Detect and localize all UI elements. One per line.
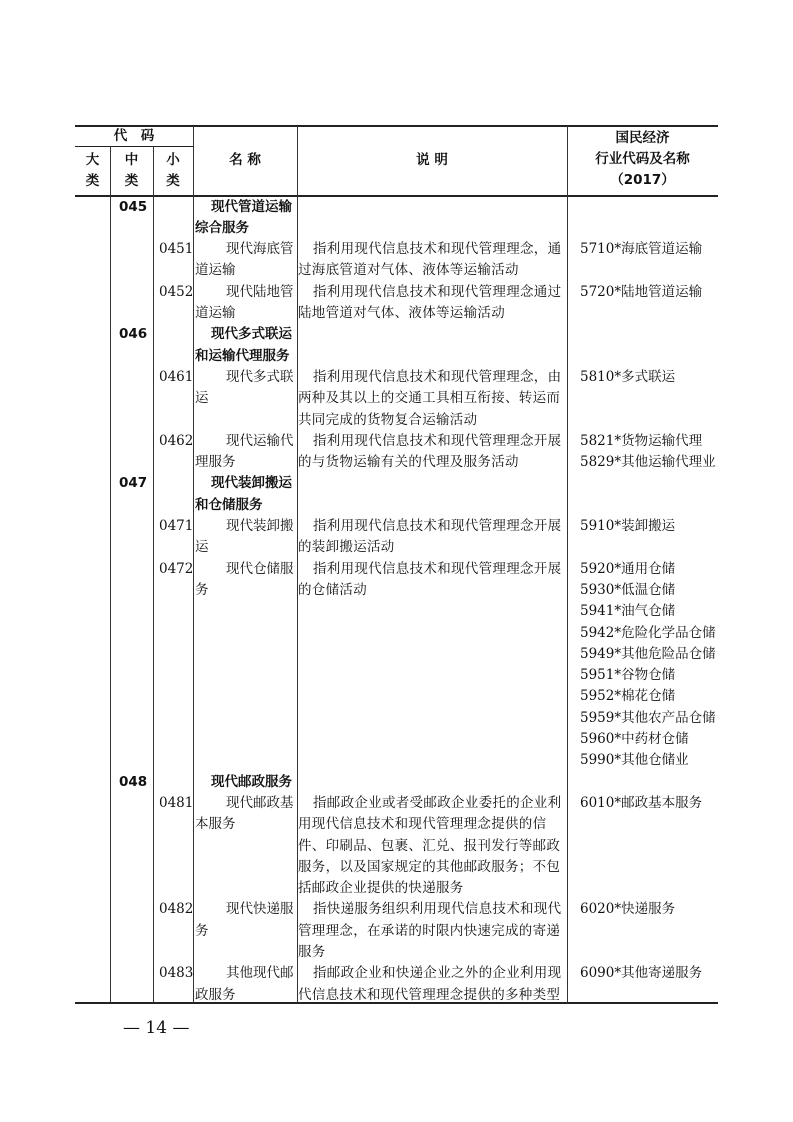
description-line: 共同完成的货物复合运输活动 xyxy=(298,411,478,428)
description-line: 指利用现代信息技术和现代管理理念开展 xyxy=(313,518,562,534)
industry-code-reference: 5959*其他农产品仓储 xyxy=(580,709,716,726)
description-line: 的装卸搬运活动 xyxy=(298,539,395,556)
industry-code-reference: 5821*货物运输代理 xyxy=(580,432,703,449)
industry-code-reference: 5951*谷物仓储 xyxy=(580,667,676,684)
header-name: 名 称 xyxy=(229,152,261,168)
header-code: 代 码 xyxy=(113,128,155,144)
industry-code-reference: 5810*多式联运 xyxy=(580,368,676,385)
description-line: 的与货物运输有关的代理及服务活动 xyxy=(298,454,519,471)
item-name: 运 xyxy=(195,390,209,407)
sub-class-code: 0471 xyxy=(159,518,194,534)
category-name: 现代管道运输 xyxy=(211,198,292,215)
description-line: 指快递服务组织利用现代信息技术和现代 xyxy=(313,901,562,918)
description-line: 两种及其以上的交通工具相互衔接、转运而 xyxy=(298,390,561,407)
category-name: 现代装卸搬运 xyxy=(211,475,292,492)
description-line: 代信息技术和现代管理理念提供的多种类型 xyxy=(298,986,561,1003)
header-bottom-rule xyxy=(75,195,718,197)
mid-class-code: 048 xyxy=(119,773,148,790)
industry-code-reference: 6010*邮政基本服务 xyxy=(580,794,703,811)
description-line: 指邮政企业或者受邮政企业委托的企业利 xyxy=(313,794,562,811)
industry-code-reference: 5910*装卸搬运 xyxy=(580,518,676,534)
sub-class-code: 0452 xyxy=(159,283,194,300)
description-line: 用现代信息技术和现代管理理念提供的信 xyxy=(298,816,547,833)
item-name: 现代多式联 xyxy=(226,368,294,385)
item-name: 现代陆地管 xyxy=(226,283,294,300)
item-name: 现代运输代 xyxy=(226,432,294,449)
item-name: 务 xyxy=(195,922,209,939)
description-line: 件、印刷品、包裹、汇兑、报刊发行等邮政 xyxy=(298,837,561,854)
header-zhong-lei xyxy=(110,150,153,192)
industry-code-reference: 5952*棉花仓储 xyxy=(580,688,676,705)
description-line: 过海底管道对气体、液体等运输活动 xyxy=(298,262,519,279)
item-name: 现代邮政基 xyxy=(226,794,294,811)
industry-code-reference: 5930*低温仓储 xyxy=(580,581,676,598)
sub-class-code: 0462 xyxy=(159,432,194,449)
industry-code-reference: 6090*其他寄递服务 xyxy=(580,965,703,982)
header-da-lei xyxy=(75,150,110,192)
industry-code-reference: 5710*海底管道运输 xyxy=(580,241,703,258)
header-lei: 类 xyxy=(85,173,100,189)
header-lei: 类 xyxy=(166,173,180,189)
sub-class-code: 0472 xyxy=(159,560,194,577)
item-name: 务 xyxy=(195,581,209,598)
sub-class-code: 0483 xyxy=(159,965,194,982)
header-xiao: 小 xyxy=(166,152,180,168)
sub-class-code: 0451 xyxy=(159,241,194,258)
item-name: 现代装卸搬 xyxy=(226,518,294,534)
description-line: 指利用现代信息技术和现代管理理念通过 xyxy=(313,283,562,300)
description-line: 服务 xyxy=(298,944,326,960)
item-name: 政服务 xyxy=(195,986,236,1003)
category-name: 综合服务 xyxy=(195,219,249,236)
description-line: 指邮政企业和快递企业之外的企业利用现 xyxy=(313,965,562,982)
description-line: 陆地管道对气体、液体等运输活动 xyxy=(298,305,505,321)
mid-class-code: 046 xyxy=(119,326,148,343)
description-line: 服务，以及国家规定的其他邮政服务；不包 xyxy=(298,858,561,875)
industry-code-reference: 5941*油气仓储 xyxy=(580,603,676,620)
description-line: 指利用现代信息技术和现代管理理念开展 xyxy=(313,432,562,449)
mid-class-code: 047 xyxy=(119,475,148,492)
header-ref-line: （2017） xyxy=(610,172,675,188)
header-zhong: 中 xyxy=(124,152,139,168)
sub-class-code: 0461 xyxy=(159,368,194,385)
description-line: 括邮政企业提供的快递服务 xyxy=(298,880,464,897)
industry-code-reference: 5720*陆地管道运输 xyxy=(580,283,703,300)
header-reference xyxy=(567,128,718,191)
col-divider xyxy=(110,146,111,1003)
industry-code-reference: 5829*其他运输代理业 xyxy=(580,454,716,471)
description-line: 指利用现代信息技术和现代管理理念，由 xyxy=(313,368,562,385)
description-line: 的仓储活动 xyxy=(298,581,367,598)
industry-code-reference: 5949*其他危险品仓储 xyxy=(580,645,716,662)
industry-code-reference: 5920*通用仓储 xyxy=(580,560,676,577)
header-ref-line: 国民经济 xyxy=(615,130,670,146)
category-name: 现代多式联运 xyxy=(211,326,292,343)
description-line: 指利用现代信息技术和现代管理理念开展 xyxy=(313,560,562,577)
item-name: 道运输 xyxy=(195,305,236,321)
header-description: 说 明 xyxy=(416,152,448,168)
industry-code-reference: 5960*中药材仓储 xyxy=(580,731,689,747)
sub-class-code: 0482 xyxy=(159,901,194,918)
item-name: 现代海底管 xyxy=(226,241,294,258)
item-name: 其他现代邮 xyxy=(226,965,294,982)
item-name: 现代仓储服 xyxy=(226,560,294,577)
industry-code-reference: 5990*其他仓储业 xyxy=(580,752,689,769)
industry-code-reference: 5942*危险化学品仓储 xyxy=(580,624,716,641)
category-name: 和仓储服务 xyxy=(195,496,263,513)
item-name: 本服务 xyxy=(195,816,236,833)
item-name: 道运输 xyxy=(195,262,236,279)
description-line: 管理理念，在承诺的时限内快速完成的寄递 xyxy=(298,922,561,939)
header-ref-line: 行业代码及名称 xyxy=(595,151,690,167)
mid-class-code: 045 xyxy=(119,198,148,215)
header-da: 大 xyxy=(85,152,100,168)
category-name: 现代邮政服务 xyxy=(211,773,292,790)
item-name: 运 xyxy=(195,539,209,556)
header-xiao-lei xyxy=(153,150,193,192)
industry-code-reference: 6020*快递服务 xyxy=(580,901,676,918)
sub-class-code: 0481 xyxy=(159,794,194,811)
code-header-rule xyxy=(75,146,193,147)
item-name: 理服务 xyxy=(195,454,236,471)
description-line: 指利用现代信息技术和现代管理理念，通 xyxy=(313,241,562,258)
header-lei: 类 xyxy=(124,173,139,189)
category-name: 和运输代理服务 xyxy=(195,347,290,364)
item-name: 现代快递服 xyxy=(226,901,294,918)
page-number: — 14 — xyxy=(123,1018,190,1038)
